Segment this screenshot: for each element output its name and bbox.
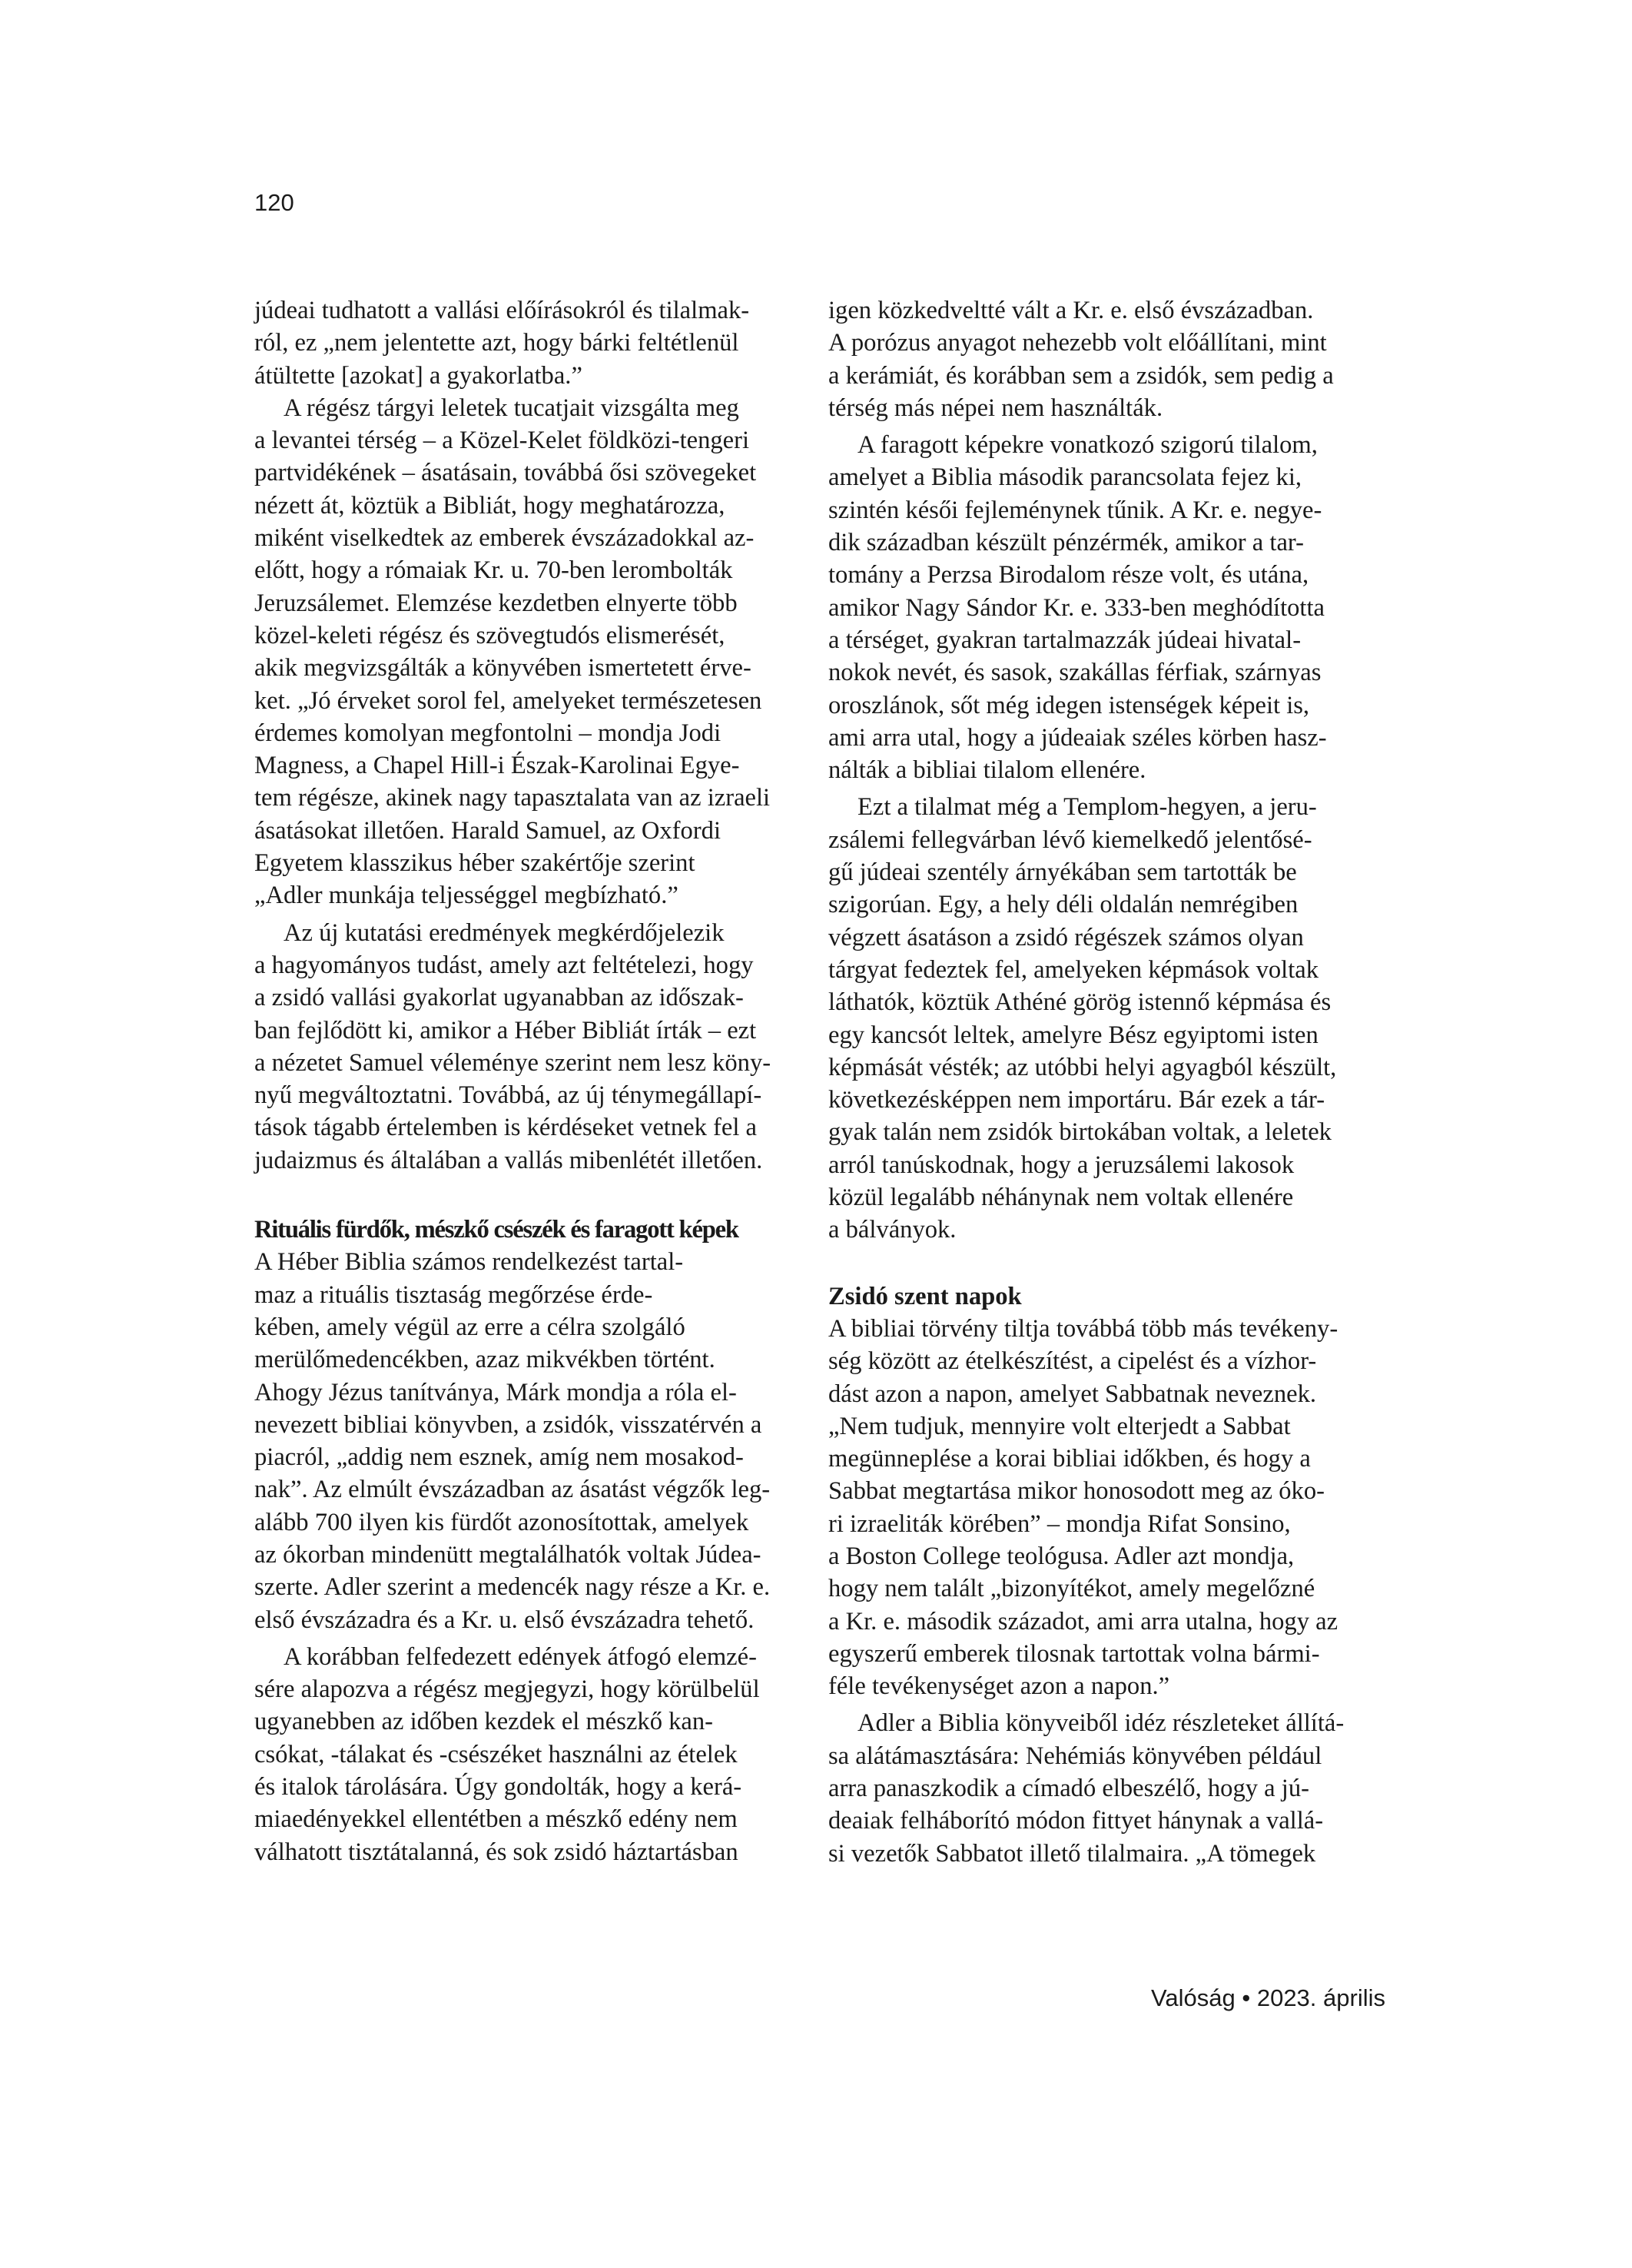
- left-column: [254, 294, 808, 1868]
- left-paragraph-2: A régész tárgyi leletek tucatjait vizsgálta meg a levantei térség – a Közel-Kelet földközi-tengeri partvidékének – ásatásain, továbbá ősi szövegeket nézett át, köztük a Bibliát, hogy meghatározza, miként viselkedtek az emberek évszázadokkal az- előtt, hogy a rómaiak Kr. u. 70-ben lerombolták Jeruzsálemet. Elemzése kezdetben elnyerte több közel-keleti régész és szövegtudós elismerését, akik megvizsgálták a könyvében ismertetett érve- ket. „Jó érveket sorol fel, amelyeket természetesen érdemes komolyan megfontolni – mondja Jodi Magness, a Chapel Hill-i Észak-Karolinai Egye- tem régésze, akinek nagy tapasztalata van az izraeli ásatásokat illetően. Harald Samuel, az Oxfordi Egyetem klasszikus héber szakértője szerint „Adler munkája teljességgel megbízható.”: [254, 393, 771, 910]
- right-paragraph-5: Adler a Biblia könyveiből idéz részleteket állítá- sa alátámasztására: Nehémiás könyvében például arra panaszkodik a címadó elbeszélő, hogy a jú- deaiak felháborító módon fittyet hánynak a vallá- si vezetők Sabbatot illető tilalmaira. „A tömegek: [828, 1709, 1345, 1868]
- left-paragraph-3: Az új kutatási eredmények megkérdőjelezik a hagyományos tudást, amely azt feltételezi, hogy a zsidó vallási gyakorlat ugyanabban az időszak- ban fejlődött ki, amikor a Héber Bibliát írták – ezt a nézetet Samuel véleménye szerint nem lesz köny- nyű megváltoztatni. Továbbá, az új ténymegállapí- tások tágabb értelemben is kérdéseket vetnek fel a judaizmus és általában a vallás mibenlétét illetően.: [254, 918, 771, 1174]
- right-column: [828, 294, 1382, 1870]
- left-paragraph-1: júdeai tudhatott a vallási előírásokról és tilalmak- ról, ez „nem jelentette azt, hogy bárki feltétlenül átültette [azokat] a gyakorlatba.”: [254, 297, 750, 390]
- right-paragraph-3: Ezt a tilalmat még a Templom-hegyen, a jeru- zsálemi fellegvárban lévő kiemelkedő jelentősé- gű júdeai szentély árnyékában sem tartották be szigorúan. Egy, a hely déli oldalán nemrégiben végzett ásatáson a zsidó régészek számos olyan tárgyat fedeztek fel, amelyeken képmások voltak láthatók, köztük Athéné görög istennő képmása és egy kancsót leltek, amelyre Bész egyiptomi isten képmását vésték; az utóbbi helyi agyagból készült, következésképpen nem importáru. Bár ezek a tár- gyak talán nem zsidók birtokában voltak, a leletek arról tanúskodnak, hogy a jeruzsálemi lakosok közül legalább néhánynak nem voltak ellenére a bálványok.: [828, 793, 1337, 1244]
- page-number: 120: [254, 189, 294, 216]
- left-paragraph-5: A korábban felfedezett edények átfogó elemzé- sére alapozva a régész megjegyzi, hogy körülbelül ugyanebben az időben kezdek el mészkő kan- csókat, -tálakat és -csészéket használni az ételek és italok tárolására. Úgy gondolták, hogy a kerá- miaedényekkel ellentétben a mészkő edény nem válhatott tisztátalanná, és sok zsidó háztartásban: [254, 1642, 760, 1866]
- section-heading-holy-days: Zsidó szent napok: [828, 1282, 1022, 1310]
- right-paragraph-1: igen közkedveltté vált a Kr. e. első évszázadban. A porózus anyagot nehezebb volt előállítani, mint a kerámiát, és korábban sem a zsidók, sem pedig a térség más népei nem használták.: [828, 297, 1334, 422]
- right-paragraph-2: A faragott képekre vonatkozó szigorú tilalom, amelyet a Biblia második parancsolata fejez ki, szintén késői fejleménynek tűnik. A Kr. e. negye- dik században készült pénzérmék, amikor a tar- tomány a Perzsa Birodalom része volt, és utána, amikor Nagy Sándor Kr. e. 333-ben meghódította a térséget, gyakran tartalmazzák júdeai hivatal- nokok nevét, és sasok, szakállas férfiak, szárnyas oroszlánok, sőt még idegen istenségek képeit is, ami arra utal, hogy a júdeaiak széles körben hasz- nálták a bibliai tilalom ellenére.: [828, 431, 1327, 785]
- left-paragraph-4: A Héber Biblia számos rendelkezést tartal- maz a rituális tisztaság megőrzése érde- kében, amely végül az erre a célra szolgáló merülőmedencékben, azaz mikvékben történt. Ahogy Jézus tanítványa, Márk mondja a róla el- nevezett bibliai könyvben, a zsidók, visszatérvén a piacról, „addig nem esznek, amíg nem mosakod- nak”. Az elmúlt évszázadban az ásatást végzők leg- alább 700 ilyen kis fürdőt azonosítottak, amelyek az ókorban mindenütt megtalálhatók voltak Júdea- szerte. Adler szerint a medencék nagy része a Kr. e. első évszázadra és a Kr. u. első évszázadra tehető.: [254, 1248, 771, 1634]
- section-heading-ritual-baths: Rituális fürdők, mészkő csészék és faragott képek: [254, 1216, 738, 1244]
- footer-publication: Valóság • 2023. április: [1151, 1984, 1385, 2011]
- right-paragraph-4: A bibliai törvény tiltja továbbá több más tevékeny- ség között az ételkészítést, a cipelést és a vízhor- dást azon a napon, amelyet Sabbatnak neveznek. „Nem tudjuk, mennyire volt elterjedt a Sabbat megünneplése a korai bibliai időkben, és hogy a Sabbat megtartása mikor honosodott meg az óko- ri izraeliták körében” – mondja Rifat Sonsino, a Boston College teológusa. Adler azt mondja, hogy nem talált „bizonyítékot, amely megelőzné a Kr. e. második századot, ami arra utalna, hogy az egyszerű emberek tilosnak tartottak volna bármi- féle tevékenységet azon a napon.”: [828, 1314, 1338, 1701]
